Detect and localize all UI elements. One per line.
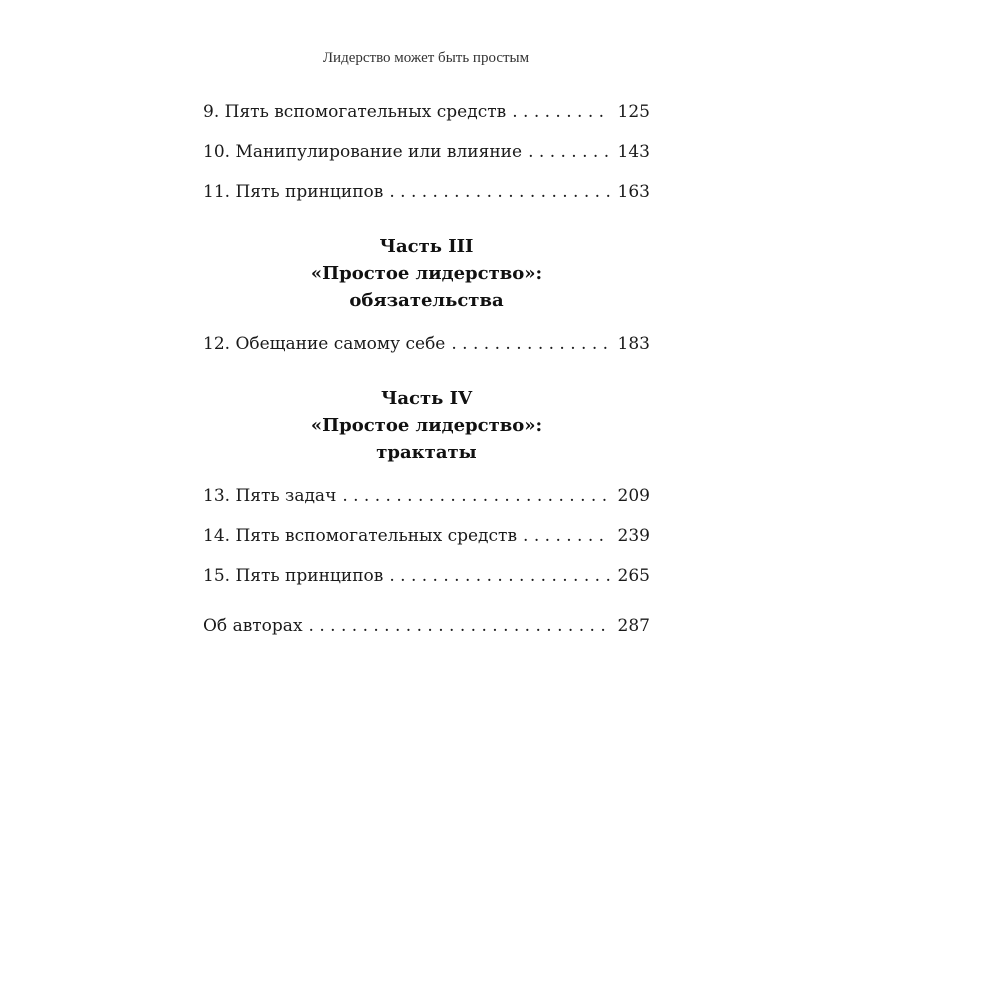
toc-entry-page: 209	[617, 486, 650, 506]
toc-entry-page: 265	[617, 566, 650, 586]
part-4-subtitle: трактаты	[376, 442, 477, 463]
toc-entry-title: 10. Манипулирование или влияние	[203, 142, 523, 162]
dot-leader	[389, 564, 609, 588]
dot-leader	[523, 524, 610, 548]
toc-entry-title: 11. Пять принципов	[203, 182, 384, 202]
toc-entry-14	[203, 524, 650, 548]
toc-entry-page: 125	[617, 102, 650, 122]
toc-entry-15	[203, 564, 650, 588]
toc-entry-page: 143	[617, 142, 650, 162]
toc-entry-title: Об авторах	[203, 616, 303, 636]
running-head: Лидерство может быть простым	[322, 50, 530, 66]
part-3-heading	[203, 233, 650, 314]
part-4-heading	[203, 385, 650, 466]
toc-entry-9	[203, 100, 650, 124]
toc-entry-12	[203, 332, 650, 356]
dot-leader	[342, 484, 609, 508]
toc-entry-page: 287	[617, 616, 650, 636]
toc-entry-11	[203, 180, 650, 204]
dot-leader	[309, 614, 610, 638]
dot-leader	[451, 332, 609, 356]
toc-entry-title: 13. Пять задач	[203, 486, 337, 506]
part-3-subtitle: обязательства	[349, 290, 504, 311]
part-3-number: Часть III	[379, 236, 474, 257]
dot-leader	[389, 180, 609, 204]
toc-entry-page: 163	[617, 182, 650, 202]
part-4-number: Часть IV	[380, 388, 473, 409]
dot-leader	[528, 140, 609, 164]
dot-leader	[512, 100, 609, 124]
part-4-title: «Простое лидерство»:	[310, 415, 543, 436]
part-3-title: «Простое лидерство»:	[310, 263, 543, 284]
toc-entry-title: 14. Пять вспомогательных средств	[203, 526, 518, 546]
toc-entry-10	[203, 140, 650, 164]
toc-entry-about-authors	[203, 614, 650, 638]
toc-entry-title: 15. Пять принципов	[203, 566, 384, 586]
toc-entry-13	[203, 484, 650, 508]
toc-entry-page: 183	[617, 334, 650, 354]
toc-entry-title: 12. Обещание самому себе	[203, 334, 446, 354]
toc-entry-page: 239	[617, 526, 650, 546]
toc-entry-title: 9. Пять вспомогательных средств	[203, 102, 507, 122]
